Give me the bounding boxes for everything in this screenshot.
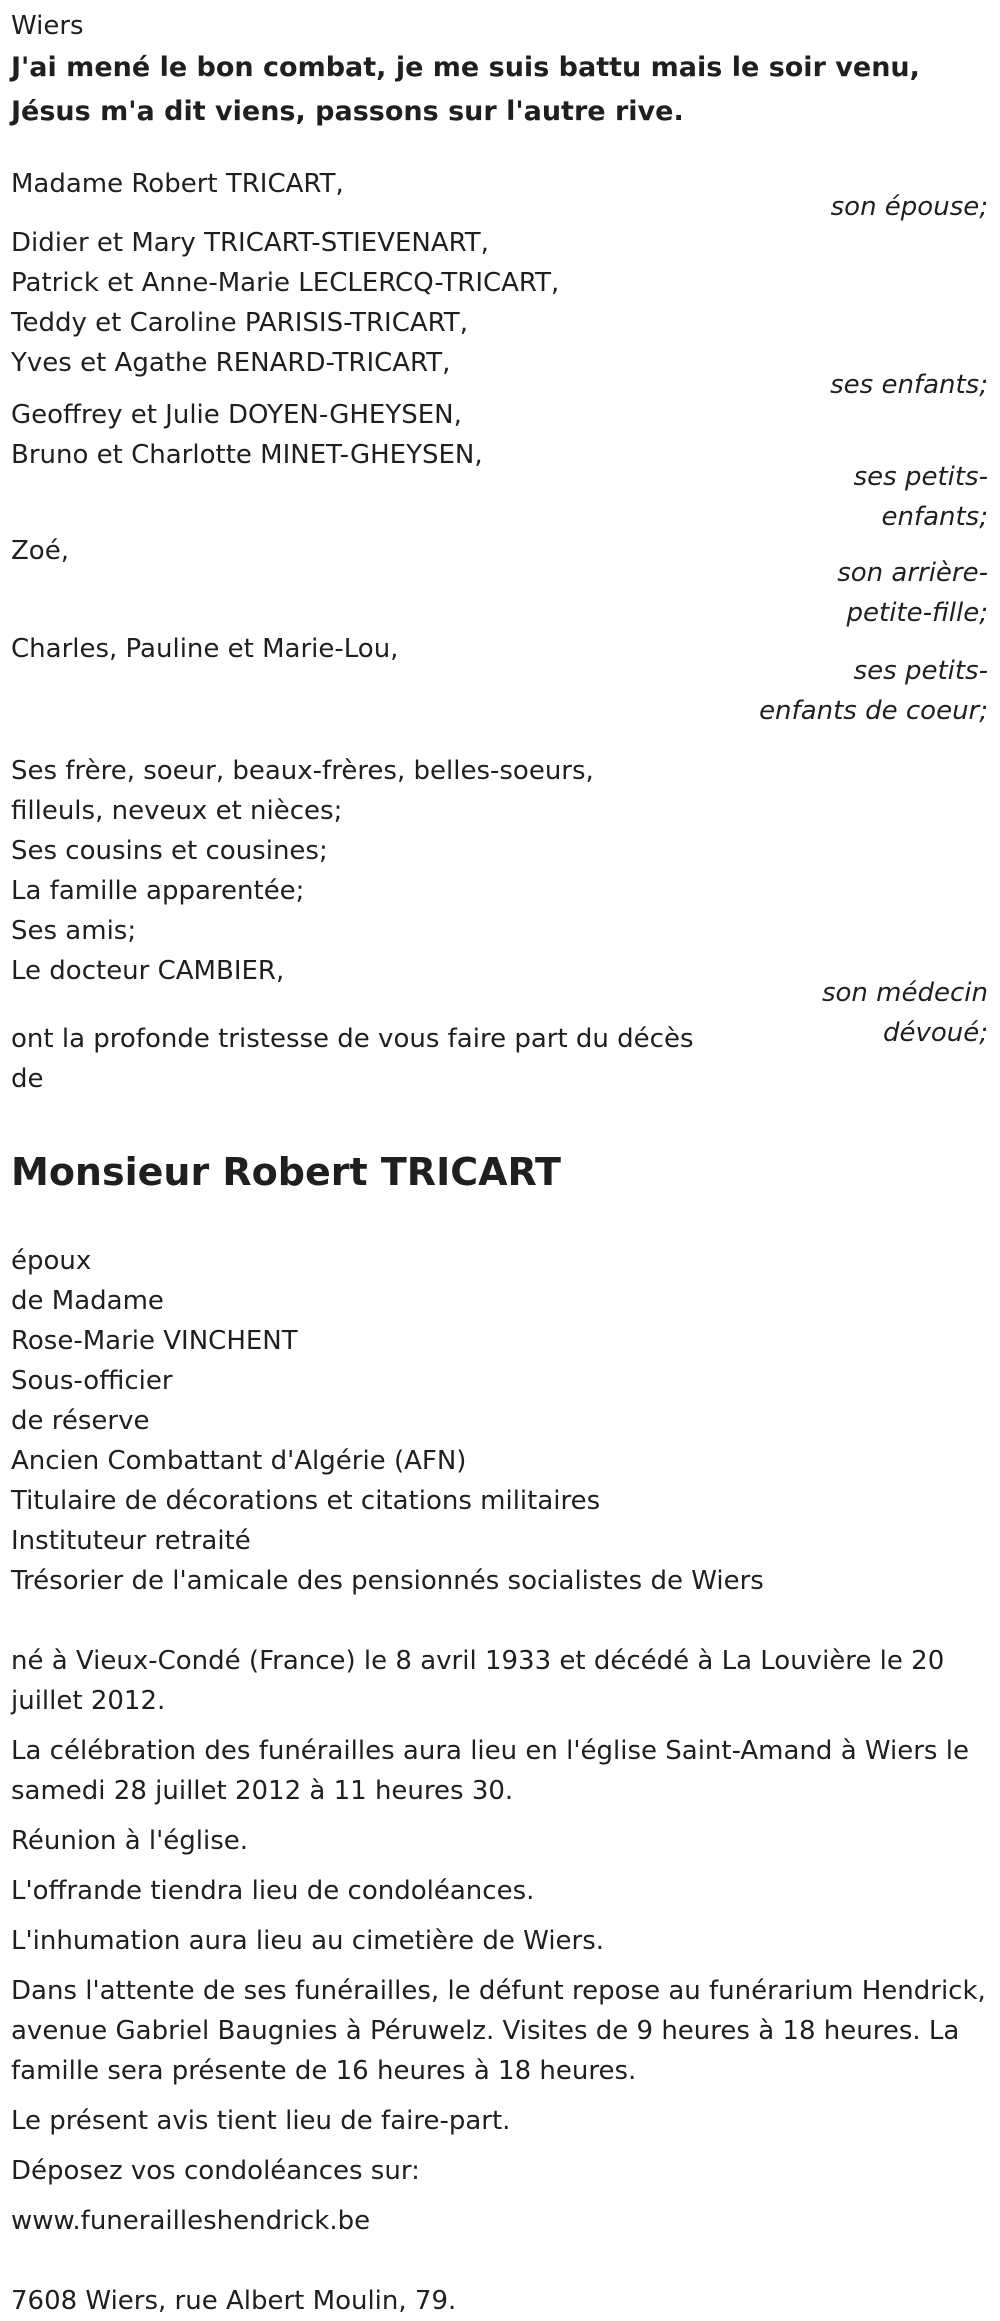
family-name: Ses amis; [11, 916, 137, 946]
family-name: Madame Robert TRICART, [11, 169, 344, 199]
detail-line: Ancien Combattant d'Algérie (AFN) [11, 1446, 467, 1476]
notice-text: Le présent avis tient lieu de faire-part. [11, 2106, 511, 2136]
family-name: Teddy et Caroline PARISIS-TRICART, [11, 308, 468, 338]
family-name: Didier et Mary TRICART-STIEVENART, [11, 228, 489, 258]
offering-text: L'offrande tiendra lieu de condoléances. [11, 1876, 535, 1906]
epitaph-quote: J'ai mené le bon combat, je me suis battu mais le soir venu, Jésus m'a dit viens, passons sur l'autre rive. [11, 52, 920, 127]
family-name: La famille apparentée; [11, 876, 305, 906]
address-text: 7608 Wiers, rue Albert Moulin, 79. [11, 2286, 457, 2316]
family-relation: ses petits-enfants de coeur; [759, 656, 988, 726]
detail-line: Sous-officier [11, 1366, 173, 1396]
family-relation: ses enfants; [830, 370, 988, 400]
family-name: Ses cousins et cousines; [11, 836, 328, 866]
detail-line: Titulaire de décorations et citations militaires [11, 1486, 601, 1516]
announcement-text: de [11, 1064, 44, 1094]
detail-line: époux [11, 1246, 92, 1276]
family-name: Charles, Pauline et Marie-Lou, [11, 634, 399, 664]
deceased-name: Monsieur Robert TRICART [11, 1150, 561, 1194]
family-relation: son médecin dévoué; [821, 978, 988, 1048]
deceased-details [11, 1241, 988, 1601]
family-name: Patrick et Anne-Marie LECLERCQ-TRICART, [11, 268, 560, 298]
detail-line: de Madame [11, 1286, 164, 1316]
family-relation: son arrière-petite-fille; [837, 558, 988, 628]
family-group [11, 164, 988, 227]
funeral-text: La célébration des funérailles aura lieu en l'église Saint-Amand à Wiers le samedi 28 juillet 2012 à 11 heures 30. [11, 1736, 969, 1806]
announcement-text: ont la profonde tristesse de vous faire part du décès [11, 1024, 694, 1054]
family-name: Zoé, [11, 536, 69, 566]
burial-text: L'inhumation aura lieu au cimetière de Wiers. [11, 1926, 605, 1956]
website-link[interactable]: www.funerailleshendrick.be [11, 2206, 371, 2236]
family-name: Ses frère, soeur, beaux-frères, belles-soeurs, [11, 756, 594, 786]
family-group [11, 629, 988, 731]
family-group [11, 751, 988, 1053]
family-relation: ses petits-enfants; [853, 462, 988, 532]
family-name: Bruno et Charlotte MINET-GHEYSEN, [11, 440, 483, 470]
family-group [11, 531, 988, 633]
detail-line: Rose-Marie VINCHENT [11, 1326, 298, 1356]
detail-line: Trésorier de l'amicale des pensionnés socialistes de Wiers [11, 1566, 764, 1596]
meeting-text: Réunion à l'église. [11, 1826, 249, 1856]
condolences-text: Déposez vos condoléances sur: [11, 2156, 420, 2186]
family-name: Yves et Agathe RENARD-TRICART, [11, 348, 451, 378]
family-group [11, 395, 988, 537]
family-group [11, 223, 988, 405]
family-name: Le docteur CAMBIER, [11, 956, 285, 986]
family-name: filleuls, neveux et nièces; [11, 796, 343, 826]
funerarium-text: Dans l'attente de ses funérailles, le défunt repose au funérarium Hendrick, avenue Gabriel Baugnies à Péruwelz. Visites de 9 heures à 18 heures. La famille sera présente de 16 heures à 18 heures. [11, 1976, 986, 2086]
family-relation: son épouse; [830, 192, 988, 222]
detail-line: Instituteur retraité [11, 1526, 251, 1556]
detail-line: de réserve [11, 1406, 150, 1436]
place-heading: Wiers [11, 11, 84, 41]
family-name: Geoffrey et Julie DOYEN-GHEYSEN, [11, 400, 462, 430]
birth-death-text: né à Vieux-Condé (France) le 8 avril 1933 et décédé à La Louvière le 20 juillet 2012. [11, 1646, 945, 1716]
